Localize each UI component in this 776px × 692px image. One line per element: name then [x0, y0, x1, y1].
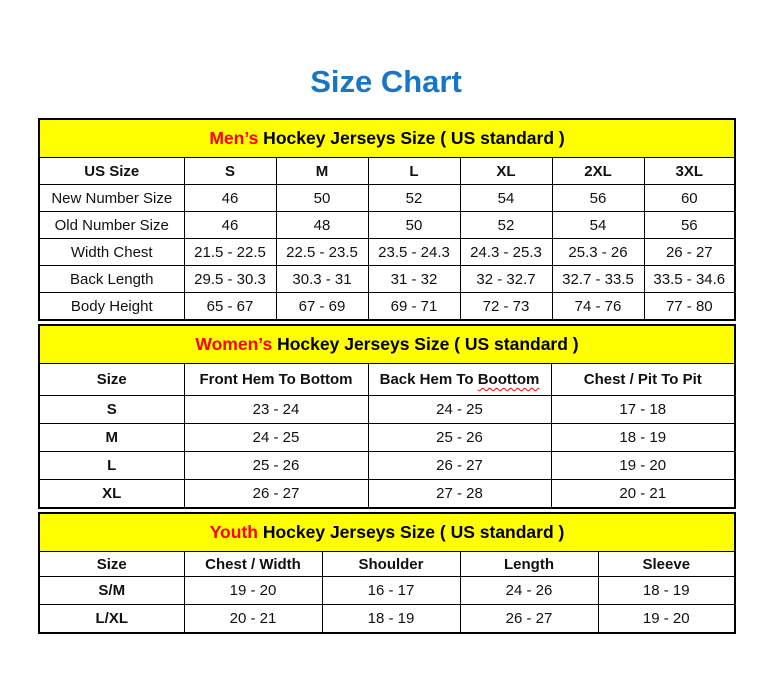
womens-column-header [368, 364, 551, 396]
mens-section-band [39, 119, 735, 158]
mens-size-cell: 52 [460, 212, 552, 239]
womens-size-cell: 23 - 24 [184, 396, 368, 424]
youth-table-row [39, 577, 735, 605]
mens-size-cell: 77 - 80 [644, 293, 735, 321]
womens-row-label: XL [39, 480, 184, 509]
mens-section-title [39, 119, 735, 158]
mens-size-cell: 22.5 - 23.5 [276, 239, 368, 266]
size-tables [38, 118, 734, 634]
womens-header-row [39, 364, 735, 396]
mens-size-cell: 26 - 27 [644, 239, 735, 266]
womens-table-row [39, 452, 735, 480]
mens-table-row [39, 212, 735, 239]
mens-column-header: US Size [39, 158, 184, 185]
mens-size-cell: 21.5 - 22.5 [184, 239, 276, 266]
womens-size-cell: 24 - 25 [368, 396, 551, 424]
mens-size-cell: 23.5 - 24.3 [368, 239, 460, 266]
mens-size-cell: 32 - 32.7 [460, 266, 552, 293]
mens-column-header: M [276, 158, 368, 185]
mens-title-accent: Men’s [209, 128, 259, 148]
size-chart-content [38, 0, 734, 634]
womens-row-label: S [39, 396, 184, 424]
womens-row-label: L [39, 452, 184, 480]
misspelled-word-squiggle: Boottom [477, 371, 540, 388]
youth-size-cell: 24 - 26 [460, 577, 598, 605]
womens-table-row [39, 396, 735, 424]
mens-row-label: New Number Size [39, 185, 184, 212]
womens-size-cell: 18 - 19 [551, 424, 735, 452]
mens-column-header: 3XL [644, 158, 735, 185]
youth-section-title [39, 513, 735, 552]
youth-row-label: L/XL [39, 605, 184, 634]
mens-size-cell: 50 [368, 212, 460, 239]
mens-row-label: Body Height [39, 293, 184, 321]
mens-size-cell: 30.3 - 31 [276, 266, 368, 293]
mens-column-header: XL [460, 158, 552, 185]
mens-column-header: 2XL [552, 158, 644, 185]
womens-section-title [39, 325, 735, 364]
mens-table-row [39, 266, 735, 293]
mens-size-cell: 32.7 - 33.5 [552, 266, 644, 293]
womens-column-header: Size [39, 364, 184, 396]
womens-size-cell: 27 - 28 [368, 480, 551, 509]
mens-size-cell: 25.3 - 26 [552, 239, 644, 266]
mens-header-row [39, 158, 735, 185]
mens-size-cell: 60 [644, 185, 735, 212]
womens-size-cell: 25 - 26 [184, 452, 368, 480]
mens-size-table [38, 118, 736, 321]
mens-size-cell: 48 [276, 212, 368, 239]
youth-row-label: S/M [39, 577, 184, 605]
mens-table-row [39, 293, 735, 321]
youth-column-header: Size [39, 552, 184, 577]
womens-size-cell: 25 - 26 [368, 424, 551, 452]
mens-size-cell: 65 - 67 [184, 293, 276, 321]
mens-title-rest: Hockey Jerseys Size ( US standard ) [258, 128, 565, 148]
womens-table-row [39, 424, 735, 452]
youth-header-row [39, 552, 735, 577]
youth-table-row [39, 605, 735, 634]
youth-column-header: Sleeve [598, 552, 735, 577]
mens-size-cell: 54 [552, 212, 644, 239]
womens-column-header-text: Back Hem To [379, 371, 478, 388]
youth-column-header: Shoulder [322, 552, 460, 577]
womens-size-cell: 24 - 25 [184, 424, 368, 452]
youth-size-cell: 16 - 17 [322, 577, 460, 605]
youth-size-cell: 18 - 19 [598, 577, 735, 605]
mens-size-cell: 56 [644, 212, 735, 239]
mens-row-label: Width Chest [39, 239, 184, 266]
youth-size-cell: 20 - 21 [184, 605, 322, 634]
youth-size-cell: 19 - 20 [184, 577, 322, 605]
womens-size-cell: 17 - 18 [551, 396, 735, 424]
page-title: Size Chart [310, 64, 462, 99]
youth-title-accent: Youth [209, 522, 258, 542]
mens-size-cell: 50 [276, 185, 368, 212]
youth-section-band [39, 513, 735, 552]
womens-section-band [39, 325, 735, 364]
mens-size-cell: 52 [368, 185, 460, 212]
womens-column-header: Front Hem To Bottom [184, 364, 368, 396]
womens-title-rest: Hockey Jerseys Size ( US standard ) [272, 334, 579, 354]
mens-size-cell: 56 [552, 185, 644, 212]
mens-size-cell: 54 [460, 185, 552, 212]
mens-size-cell: 46 [184, 212, 276, 239]
youth-size-cell: 19 - 20 [598, 605, 735, 634]
youth-column-header: Length [460, 552, 598, 577]
womens-size-table [38, 324, 736, 509]
mens-row-label: Back Length [39, 266, 184, 293]
mens-size-cell: 29.5 - 30.3 [184, 266, 276, 293]
youth-size-cell: 26 - 27 [460, 605, 598, 634]
mens-size-cell: 72 - 73 [460, 293, 552, 321]
youth-size-table [38, 512, 736, 634]
youth-column-header: Chest / Width [184, 552, 322, 577]
womens-title-accent: Women’s [195, 334, 273, 354]
womens-size-cell: 19 - 20 [551, 452, 735, 480]
womens-size-cell: 26 - 27 [184, 480, 368, 509]
mens-size-cell: 33.5 - 34.6 [644, 266, 735, 293]
mens-row-label: Old Number Size [39, 212, 184, 239]
youth-size-cell: 18 - 19 [322, 605, 460, 634]
mens-column-header: L [368, 158, 460, 185]
womens-row-label: M [39, 424, 184, 452]
mens-size-cell: 74 - 76 [552, 293, 644, 321]
womens-size-cell: 26 - 27 [368, 452, 551, 480]
mens-size-cell: 69 - 71 [368, 293, 460, 321]
mens-size-cell: 46 [184, 185, 276, 212]
womens-size-cell: 20 - 21 [551, 480, 735, 509]
mens-table-row [39, 239, 735, 266]
mens-size-cell: 31 - 32 [368, 266, 460, 293]
womens-column-header: Chest / Pit To Pit [551, 364, 735, 396]
youth-title-rest: Hockey Jerseys Size ( US standard ) [257, 522, 565, 542]
womens-table-row [39, 480, 735, 509]
mens-size-cell: 67 - 69 [276, 293, 368, 321]
mens-column-header: S [184, 158, 276, 185]
mens-size-cell: 24.3 - 25.3 [460, 239, 552, 266]
mens-table-row [39, 185, 735, 212]
